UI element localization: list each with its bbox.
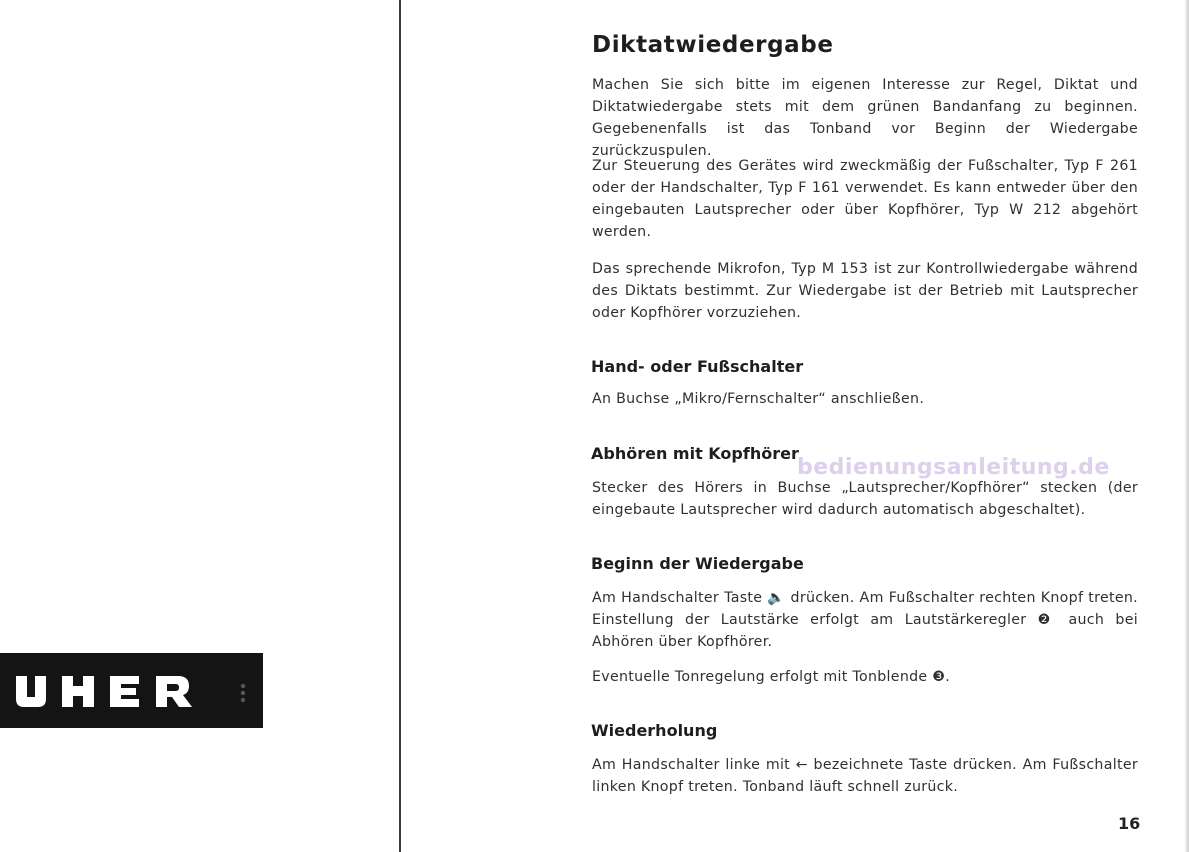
section-heading-kopfhoerer: Abhören mit Kopfhörer (591, 444, 799, 463)
page-title: Diktatwiedergabe (592, 32, 834, 58)
page-edge (1185, 0, 1189, 852)
uher-logo (0, 653, 263, 728)
intro-paragraph-1: Machen Sie sich bitte im eigenen Interesse zur Regel, Diktat und Diktatwiedergabe stets mit dem grünen Bandanfang zu beginnen. Gegebenenfalls ist das Tonband vor Beginn der Wiedergabe zurückzuspulen. (592, 77, 1138, 159)
page-spread-divider (399, 0, 401, 852)
page-number: 16 (1118, 814, 1141, 833)
section-paragraph-beginn-wiedergabe-1: Am Handschalter Taste 🔈 drücken. Am Fußschalter rechten Knopf treten. Einstellung der Lautstärke erfolgt am Lautstärkeregler ❷ auch bei Abhören über Kopfhörer. (592, 590, 1138, 650)
watermark: bedienungsanleitung.de (797, 455, 1110, 480)
section-heading-wiederholung: Wiederholung (591, 721, 718, 740)
section-paragraph-kopfhoerer: Stecker des Hörers in Buchse „Lautsprecher/Kopfhörer“ stecken (der eingebaute Lautsprecher wird dadurch automatisch abgeschaltet). (592, 480, 1138, 518)
section-heading-hand-fussschalter: Hand- oder Fußschalter (591, 357, 804, 376)
brand-band (0, 653, 263, 728)
section-heading-beginn-wiedergabe: Beginn der Wiedergabe (591, 554, 804, 573)
section-paragraph-hand-fussschalter: An Buchse „Mikro/Fernschalter“ anschließen. (592, 391, 925, 407)
section-paragraph-beginn-wiedergabe-2: Eventuelle Tonregelung erfolgt mit Tonblende ❸. (592, 669, 951, 685)
section-paragraph-wiederholung: Am Handschalter linke mit ← bezeichnete Taste drücken. Am Fußschalter linken Knopf treten. Tonband läuft schnell zurück. (592, 757, 1138, 795)
intro-paragraph-3: Das sprechende Mikrofon, Typ M 153 ist zur Kontrollwiedergabe während des Diktats bestimmt. Zur Wiedergabe ist der Betrieb mit Lautsprecher oder Kopfhörer vorzuziehen. (592, 261, 1138, 321)
intro-paragraph-2: Zur Steuerung des Gerätes wird zweckmäßig der Fußschalter, Typ F 261 oder der Handschalter, Typ F 161 verwendet. Es kann entweder über den eingebauten Lautsprecher oder über Kopfhörer, Typ W 212 abgehört werden. (592, 158, 1138, 240)
